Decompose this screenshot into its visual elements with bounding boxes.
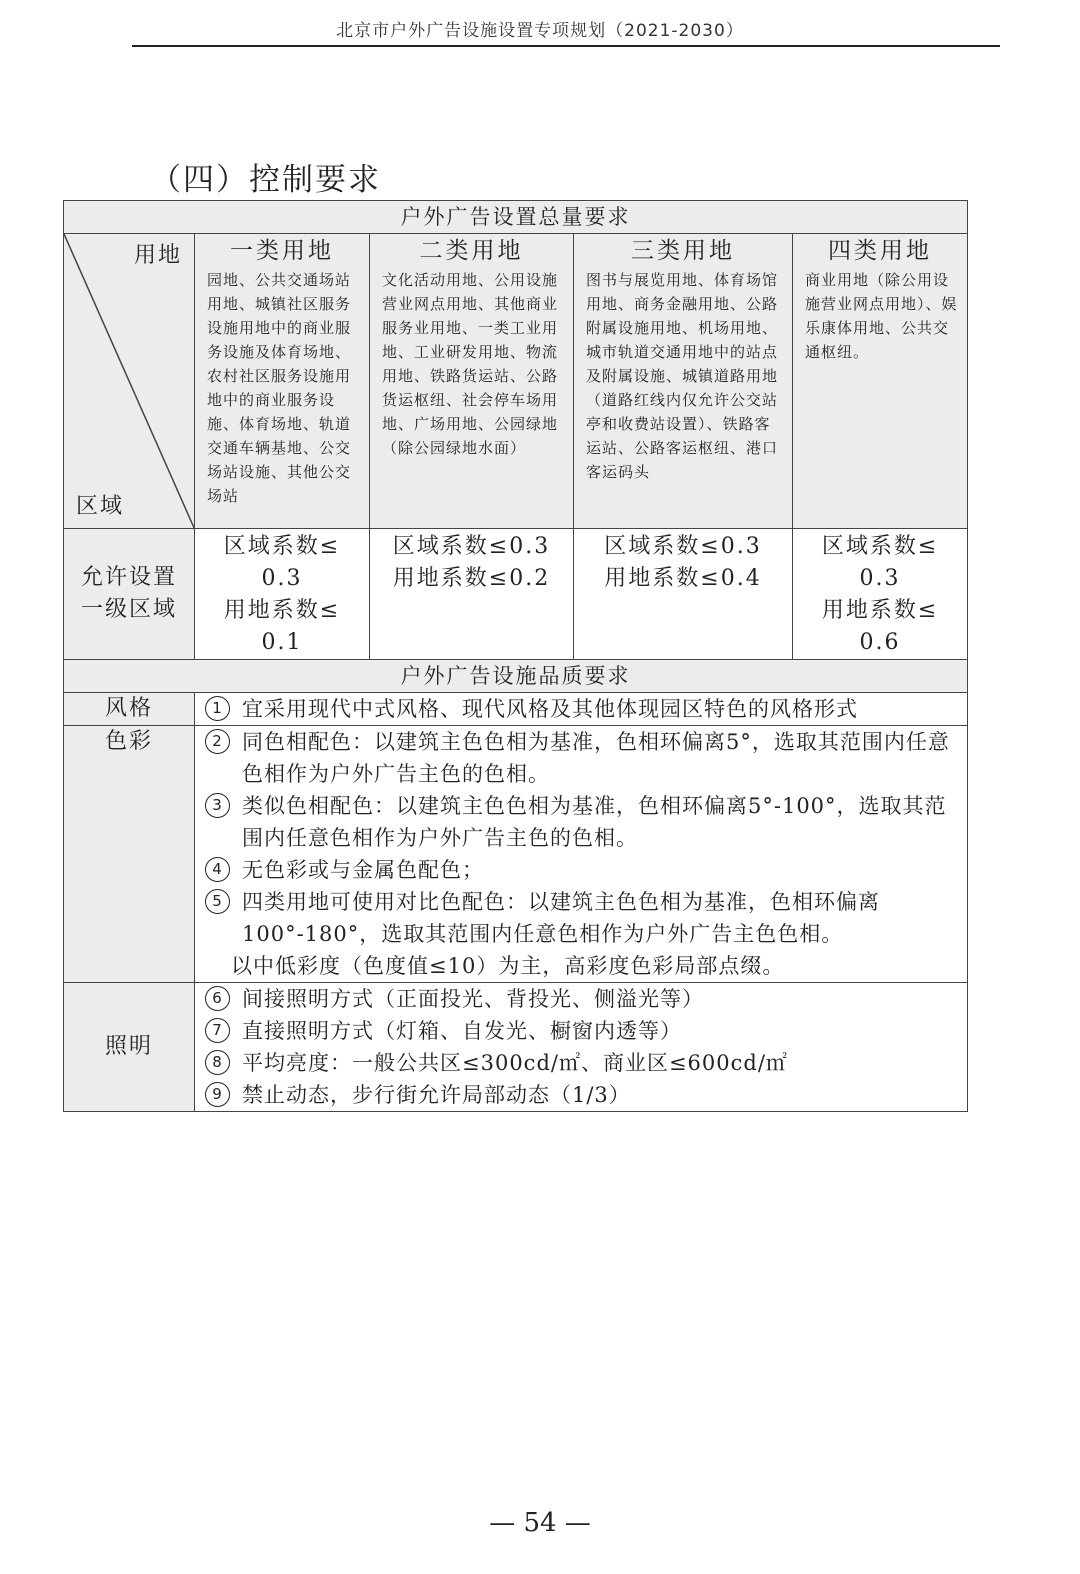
list-item	[205, 726, 957, 790]
allow-row	[64, 529, 968, 660]
item-text: 无色彩或与金属色配色；	[242, 858, 484, 882]
circled-number: 7	[205, 1018, 230, 1043]
color-label: 色彩	[64, 726, 195, 983]
band-row-quality	[64, 660, 968, 693]
lighting-row	[64, 983, 968, 1112]
list-item	[205, 983, 957, 1015]
circled-number: 3	[205, 793, 230, 818]
list-item	[205, 1047, 957, 1079]
coef-line: 0.1	[261, 630, 303, 655]
color-row	[64, 726, 968, 983]
diagonal-line	[64, 234, 195, 530]
control-requirements-table	[63, 200, 968, 1112]
circled-number: 8	[205, 1050, 230, 1075]
land-class-4-desc: 商业用地（除公用设施营业网点用地）、娱乐康体用地、公共交通枢纽。	[805, 271, 958, 361]
allow-label	[64, 529, 195, 660]
land-class-1-name: 一类用地	[230, 238, 334, 264]
coef-class-4	[793, 529, 968, 660]
header-rule	[132, 45, 1000, 47]
land-class-2-desc: 文化活动用地、公用设施营业网点用地、其他商业服务业用地、一类工业用地、工业研发用地、物流用地、铁路货运站、公路货运枢纽、社会停车场用地、广场用地、公园绿地（除公园绿地水面）	[382, 271, 559, 457]
coef-line: 0.6	[859, 630, 901, 655]
coef-line: 区域系数≤	[821, 534, 939, 559]
land-class-2	[370, 234, 574, 529]
item-text: 四类用地可使用对比色配色：以建筑主色色相为基准，色相环偏离100°-180°，选取其范围内任意色相作为户外广告主色色相。	[242, 890, 880, 946]
coef-line: 区域系数≤0.3	[392, 534, 551, 559]
allow-label-line-1: 允许设置	[80, 565, 177, 590]
land-class-4-name: 四类用地	[828, 238, 933, 264]
list-item	[205, 1079, 957, 1111]
circled-number: 5	[205, 889, 230, 914]
coef-line: 用地系数≤0.2	[392, 566, 551, 591]
coef-line: 区域系数≤	[223, 534, 341, 559]
land-class-1-desc: 园地、公共交通场站用地、城镇社区服务设施用地中的商业服务设施及体育场地、农村社区服务设施用地中的商业服务设施、体育场地、轨道交通车辆基地、公交场站设施、其他公交场站	[207, 271, 352, 505]
coef-line: 用地系数≤	[223, 598, 341, 623]
coef-line: 0.3	[859, 566, 901, 591]
style-label: 风格	[64, 693, 195, 726]
color-content	[195, 726, 968, 983]
item-text: 宜采用现代中式风格、现代风格及其他体现园区特色的风格形式	[242, 697, 858, 721]
circled-number: 6	[205, 986, 230, 1011]
coef-line: 用地系数≤0.4	[604, 566, 762, 591]
running-header: 北京市户外广告设施设置专项规划（2021-2030）	[336, 21, 744, 41]
coef-line: 0.3	[261, 566, 303, 591]
coef-line: 区域系数≤0.3	[604, 534, 762, 559]
corner-diagonal-cell	[64, 234, 195, 529]
coef-class-1	[195, 529, 370, 660]
section-title: （四）控制要求	[150, 162, 381, 198]
item-text: 同色相配色：以建筑主色色相为基准，色相环偏离5°，选取其范围内任意色相作为户外广告主色的色相。	[242, 730, 950, 786]
land-class-row	[64, 234, 968, 529]
list-item	[205, 886, 957, 950]
list-item	[205, 1015, 957, 1047]
lighting-content	[195, 983, 968, 1112]
circled-number: 1	[205, 696, 230, 721]
corner-label-zone: 区域	[76, 494, 125, 519]
style-content	[195, 693, 968, 726]
coef-class-3	[574, 529, 793, 660]
lighting-label: 照明	[64, 983, 195, 1112]
band-row-total	[64, 201, 968, 234]
land-class-1	[195, 234, 370, 529]
item-text: 直接照明方式（灯箱、自发光、橱窗内透等）	[242, 1019, 682, 1043]
style-row	[64, 693, 968, 726]
allow-label-line-2: 一级区域	[80, 597, 177, 622]
item-text: 间接照明方式（正面投光、背投光、侧溢光等）	[242, 987, 704, 1011]
page-number: — 54 —	[489, 1508, 591, 1538]
land-class-4	[793, 234, 968, 529]
coef-class-2	[370, 529, 574, 660]
coef-line: 用地系数≤	[821, 598, 939, 623]
color-note: 以中低彩度（色度值≤10）为主，高彩度色彩局部点缀。	[231, 954, 785, 978]
band-quality-requirements: 户外广告设施品质要求	[64, 660, 968, 693]
list-item	[205, 790, 957, 854]
land-class-3-desc: 图书与展览用地、体育场馆用地、商务金融用地、公路附属设施用地、机场用地、城市轨道交通用地中的站点及附属设施、城镇道路用地（道路红线内仅允许公交站亭和收费站设置）、铁路客运站、公路客运枢纽、港口客运码头	[586, 271, 779, 481]
circled-number: 4	[205, 857, 230, 882]
land-class-3	[574, 234, 793, 529]
circled-number: 9	[205, 1082, 230, 1107]
list-item	[205, 693, 957, 725]
list-item	[205, 854, 957, 886]
band-total-requirements: 户外广告设置总量要求	[64, 201, 968, 234]
item-text: 禁止动态，步行街允许局部动态（1/3）	[242, 1083, 631, 1107]
land-class-3-name: 三类用地	[631, 238, 735, 264]
land-class-2-name: 二类用地	[419, 238, 524, 264]
corner-label-land: 用地	[133, 243, 182, 268]
circled-number: 2	[205, 729, 230, 754]
item-text: 类似色相配色：以建筑主色色相为基准，色相环偏离5°-100°，选取其范围内任意色相作为户外广告主色的色相。	[242, 794, 947, 850]
item-text: 平均亮度：一般公共区≤300cd/㎡、商业区≤600cd/㎡	[242, 1051, 788, 1075]
